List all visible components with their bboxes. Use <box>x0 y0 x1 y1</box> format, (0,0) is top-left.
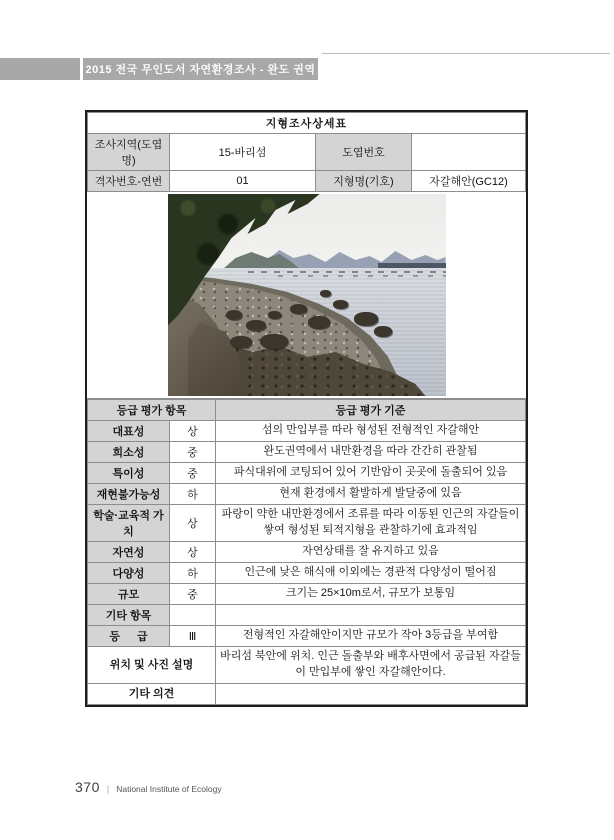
eval-header-criteria: 등급 평가 기준 <box>216 400 526 421</box>
eval-row <box>88 605 526 626</box>
photo-boulder <box>246 320 266 331</box>
note-content-other-opinion <box>216 683 526 705</box>
value-map-sheet-number <box>412 134 526 171</box>
table-title: 지형조사상세표 <box>88 113 526 134</box>
photo-boulder <box>308 316 330 329</box>
table-title-row <box>88 113 526 134</box>
eval-grade: 하 <box>170 563 216 584</box>
eval-criteria: 크기는 25×10m로서, 규모가 보통임 <box>216 584 526 605</box>
eval-criteria: 완도권역에서 내만환경을 따라 간간히 관찰됨 <box>216 442 526 463</box>
eval-criteria: 인근에 낮은 해식애 이외에는 경관적 다양성이 떨어짐 <box>216 563 526 584</box>
eval-item-label: 다양성 <box>88 563 170 584</box>
eval-item-label: 학술·교육적 가치 <box>88 505 170 542</box>
eval-criteria: 자연상태를 잘 유지하고 있음 <box>216 542 526 563</box>
survey-detail-table <box>85 110 528 707</box>
photo-breakwater <box>378 263 446 268</box>
eval-item-label: 대표성 <box>88 421 170 442</box>
label-map-sheet-number: 도엽번호 <box>316 134 412 171</box>
photo-cell <box>87 192 526 399</box>
photo-boulder <box>354 312 378 326</box>
info-row-2 <box>88 171 526 192</box>
note-content-location: 바리섬 북안에 위치. 인근 돌출부와 배후사면에서 공급된 자갈들이 만입부에 쌓인 자갈해안이다. <box>216 647 526 684</box>
photo-aquaculture-line <box>248 271 446 273</box>
photo-aquaculture-line <box>278 275 446 277</box>
eval-row <box>88 442 526 463</box>
photo-boulder <box>333 300 348 309</box>
eval-item-label: 자연성 <box>88 542 170 563</box>
survey-info-table <box>87 112 526 192</box>
eval-grade: 중 <box>170 442 216 463</box>
photo-boulder <box>226 310 242 320</box>
photo-boulder <box>230 336 252 348</box>
note-row-location <box>88 647 526 684</box>
gravel-beach-photo <box>168 194 446 396</box>
label-landform-name: 지형명(기호) <box>316 171 412 192</box>
note-label-location: 위치 및 사진 설명 <box>88 647 216 684</box>
label-survey-area: 조사지역(도엽명) <box>88 134 170 171</box>
eval-item-label: 특이성 <box>88 463 170 484</box>
eval-grade: 중 <box>170 463 216 484</box>
eval-grade: 중 <box>170 584 216 605</box>
eval-item-label: 기타 항목 <box>88 605 170 626</box>
grade-evaluation-table <box>87 399 526 705</box>
eval-row <box>88 584 526 605</box>
eval-criteria: 파식대위에 코팅되어 있어 기반암이 곳곳에 돌출되어 있음 <box>216 463 526 484</box>
eval-row <box>88 542 526 563</box>
eval-item-label: 규모 <box>88 584 170 605</box>
eval-row <box>88 505 526 542</box>
publisher-name: National Institute of Ecology <box>116 784 222 794</box>
header-rule <box>322 53 610 54</box>
eval-criteria <box>216 605 526 626</box>
value-survey-area: 15-바리섬 <box>170 134 316 171</box>
eval-row-grade <box>88 626 526 647</box>
report-series-title: 2015 전국 무인도서 자연환경조사 - 완도 권역 <box>85 64 316 76</box>
photo-boulder <box>374 326 392 337</box>
page-number: 370 <box>75 779 100 795</box>
header-bar <box>0 58 318 80</box>
eval-item-label: 등 급 <box>88 626 170 647</box>
eval-row <box>88 463 526 484</box>
eval-header-row <box>88 400 526 421</box>
header-bar-left-segment <box>0 58 80 80</box>
eval-criteria: 현재 환경에서 활발하게 발달중에 있음 <box>216 484 526 505</box>
photo-boulder <box>290 304 307 314</box>
note-row-other-opinion <box>88 683 526 705</box>
eval-grade: Ⅲ <box>170 626 216 647</box>
photo-boulder <box>268 311 281 319</box>
eval-row <box>88 563 526 584</box>
eval-row <box>88 484 526 505</box>
eval-grade: 상 <box>170 542 216 563</box>
eval-item-label: 재현불가능성 <box>88 484 170 505</box>
value-landform-name: 자갈해안(GC12) <box>412 171 526 192</box>
eval-item-label: 희소성 <box>88 442 170 463</box>
footer-separator: | <box>106 784 110 794</box>
eval-header-item: 등급 평가 항목 <box>88 400 216 421</box>
note-label-other-opinion: 기타 의견 <box>88 683 216 705</box>
eval-criteria: 섬의 만입부를 따라 형성된 전형적인 자갈해안 <box>216 421 526 442</box>
header-title-box <box>83 58 318 80</box>
eval-criteria: 전형적인 자갈해안이지만 규모가 작아 3등급을 부여함 <box>216 626 526 647</box>
eval-grade: 상 <box>170 421 216 442</box>
photo-boulder <box>320 290 331 297</box>
eval-criteria: 파랑이 약한 내만환경에서 조류를 따라 이동된 인근의 자갈들이 쌓여 형성된 퇴적지형을 관찰하기에 효과적임 <box>216 505 526 542</box>
label-grid-number: 격자번호-연번 <box>88 171 170 192</box>
info-row-1 <box>88 134 526 171</box>
eval-grade <box>170 605 216 626</box>
eval-grade: 하 <box>170 484 216 505</box>
eval-grade: 상 <box>170 505 216 542</box>
photo-boulder <box>260 334 288 349</box>
page-footer <box>75 779 222 795</box>
eval-row <box>88 421 526 442</box>
value-grid-number: 01 <box>170 171 316 192</box>
